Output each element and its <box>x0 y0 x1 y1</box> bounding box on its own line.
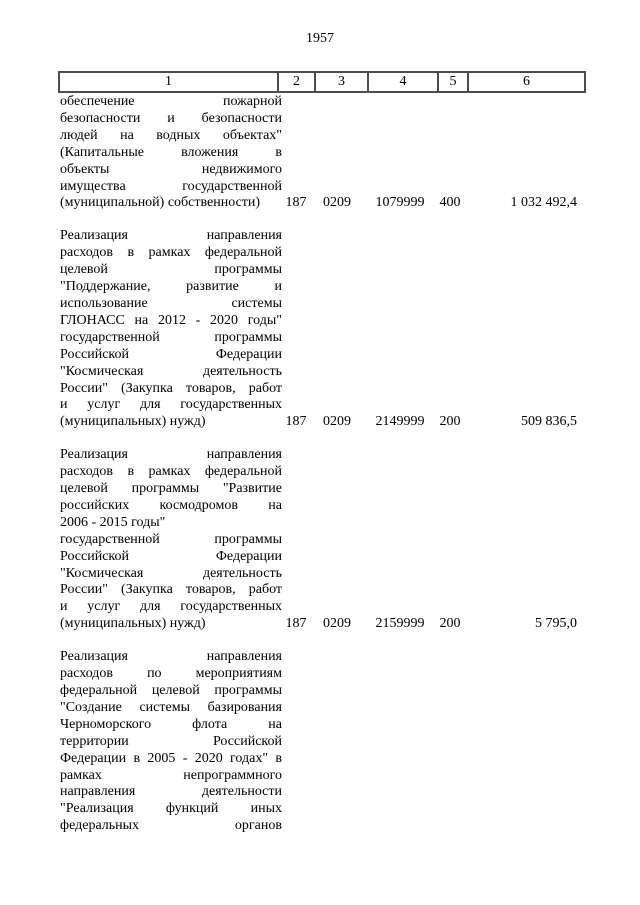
row-text-cell <box>58 447 282 633</box>
text-line: "Космическая деятельность <box>60 363 282 379</box>
text-line: федеральной целевой программы <box>60 683 282 698</box>
text-line: Реализация направления <box>60 228 282 244</box>
text-line: направления деятельности <box>60 784 282 800</box>
table-header-row <box>58 71 586 93</box>
row-text-cell <box>58 649 282 835</box>
text-line: Реализация направления <box>60 447 282 463</box>
value-grbs-code: 187 <box>285 195 307 211</box>
text-line: ГЛОНАСС на 2012 - 2020 годы" <box>60 312 282 328</box>
header-cell-5: 5 <box>437 73 467 91</box>
text-line: рамках непрограммного <box>60 767 282 783</box>
text-line: территории Российской <box>60 733 282 749</box>
value-expense-type: 200 <box>439 414 461 430</box>
value-amount: 1 032 492,4 <box>510 195 577 211</box>
text-line: "Создание системы базирования <box>60 699 282 715</box>
value-expense-type: 400 <box>439 195 461 211</box>
text-line: Российской Федерации <box>60 548 282 564</box>
value-expense-type: 200 <box>439 616 461 632</box>
table-row <box>58 228 586 431</box>
table-row <box>58 649 586 835</box>
table-row <box>58 447 586 633</box>
value-amount: 5 795,0 <box>535 616 577 632</box>
text-line: расходов по мероприятиям <box>60 666 282 682</box>
value-amount: 509 836,5 <box>521 414 577 430</box>
text-line: 2006 - 2015 годы" <box>60 514 166 530</box>
text-line: людей на водных объектах" <box>60 127 282 143</box>
text-line: (муниципальной) собственности) <box>60 195 261 211</box>
header-cell-3: 3 <box>314 73 367 91</box>
text-line: "Космическая деятельность <box>60 565 282 581</box>
value-grbs-code: 187 <box>285 616 307 632</box>
text-line: Российской Федерации <box>60 346 282 362</box>
text-line: Реализация направления <box>60 649 282 665</box>
row-text-cell <box>58 94 282 212</box>
text-line: безопасности и безопасности <box>60 110 282 126</box>
text-line: имущества государственной <box>60 178 282 194</box>
value-target-article: 2149999 <box>375 414 425 430</box>
text-line: использование системы <box>60 295 282 311</box>
text-line: целевой программы <box>60 262 282 278</box>
value-section-code: 0209 <box>323 195 351 211</box>
row-text-cell <box>58 228 282 431</box>
value-section-code: 0209 <box>323 616 351 632</box>
value-section-code: 0209 <box>323 414 351 430</box>
text-line: государственной программы <box>60 329 282 345</box>
page-number: 1957 <box>306 31 334 46</box>
value-target-article: 1079999 <box>375 195 425 211</box>
header-cell-2: 2 <box>277 73 314 91</box>
text-line: Черноморского флота на <box>60 716 282 732</box>
text-line: расходов в рамках федеральной <box>60 245 282 261</box>
text-line: обеспечение пожарной <box>60 94 282 109</box>
text-line: (Капитальные вложения в <box>60 144 282 160</box>
text-line: "Реализация функций иных <box>60 801 282 817</box>
text-line: России" (Закупка товаров, работ <box>60 380 282 396</box>
text-line: и услуг для государственных <box>60 599 282 615</box>
text-line: расходов в рамках федеральной <box>60 464 282 480</box>
table-body <box>58 94 586 835</box>
text-line: федеральных органов <box>60 818 282 834</box>
text-line: "Поддержание, развитие и <box>60 279 282 295</box>
header-cell-1: 1 <box>165 74 172 89</box>
text-line: целевой программы "Развитие <box>60 481 282 497</box>
table-row <box>58 94 586 212</box>
header-cell-4: 4 <box>367 73 437 91</box>
header-cell-6: 6 <box>467 73 584 91</box>
budget-table <box>58 71 586 835</box>
text-line: государственной программы <box>60 531 282 547</box>
text-line: России" (Закупка товаров, работ <box>60 582 282 598</box>
text-line: Федерации в 2005 - 2020 годах" в <box>60 750 282 766</box>
value-grbs-code: 187 <box>285 414 307 430</box>
value-target-article: 2159999 <box>375 616 425 632</box>
text-line: (муниципальных) нужд) <box>60 616 206 632</box>
text-line: российских космодромов на <box>60 497 282 513</box>
text-line: (муниципальных) нужд) <box>60 414 206 430</box>
text-line: объекты недвижимого <box>60 161 282 177</box>
text-line: и услуг для государственных <box>60 397 282 413</box>
